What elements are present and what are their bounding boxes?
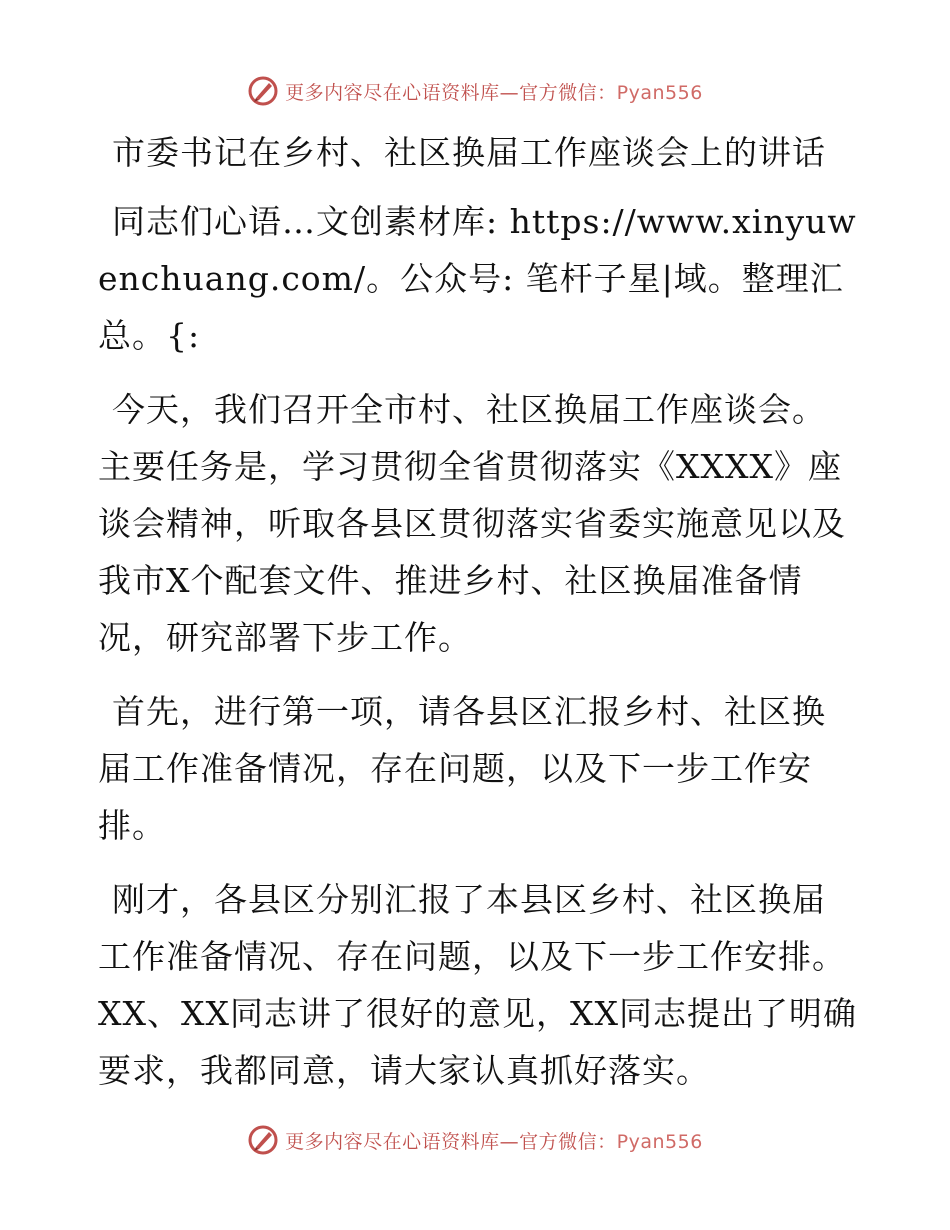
watermark-handle: Pyan556 [616, 81, 703, 104]
paragraph-1: 同志们心语…文创素材库: https://www.xinyuwenchuang.com/。公众号: 笔杆子星|域。整理汇总。{: [98, 202, 857, 355]
watermark-text [285, 78, 703, 105]
pen-quill-logo-icon [247, 1124, 279, 1156]
pen-quill-logo-icon [247, 75, 279, 107]
watermark-label: 更多内容尽在心语资料库—官方微信： [285, 81, 617, 104]
watermark-handle: Pyan556 [616, 1130, 703, 1153]
watermark-label: 更多内容尽在心语资料库—官方微信： [285, 1130, 617, 1153]
header-watermark [0, 71, 950, 111]
footer-watermark [0, 1120, 950, 1160]
paragraph-4: 刚才，各县区分别汇报了本县区乡村、社区换届工作准备情况、存在问题，以及下一步工作安排。XX、XX同志讲了很好的意见，XX同志提出了明确要求，我都同意，请大家认真抓好落实。 [98, 880, 857, 1090]
paragraph-3: 首先，进行第一项，请各县区汇报乡村、社区换届工作准备情况，存在问题，以及下一步工作安排。 [98, 692, 826, 845]
watermark-text [285, 1127, 703, 1154]
document-body [98, 124, 858, 1116]
document-title: 市委书记在乡村、社区换届工作座谈会上的讲话 [112, 133, 826, 172]
paragraph-2: 今天，我们召开全市村、社区换届工作座谈会。主要任务是，学习贯彻全省贯彻落实《XXXX》座谈会精神，听取各县区贯彻落实省委实施意见以及我市X个配套文件、推进乡村、社区换届准备情况，研究部署下步工作。 [98, 390, 846, 657]
